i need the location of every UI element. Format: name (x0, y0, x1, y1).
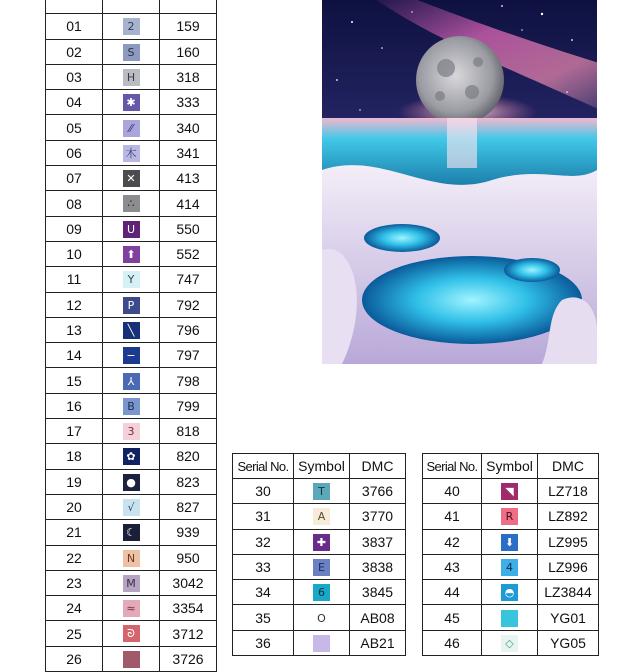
color-legend-table-left (45, 0, 217, 672)
serial-cell: 42 (423, 529, 482, 554)
symbol-cell (103, 292, 160, 317)
symbol-cell (103, 469, 160, 494)
color-swatch: T (313, 483, 330, 500)
color-swatch: 6 (313, 584, 330, 601)
symbol-cell (294, 554, 350, 579)
serial-cell: 05 (46, 115, 103, 140)
header-serial: Serial No. (233, 454, 294, 479)
header-symbol: Symbol (294, 454, 350, 479)
table-row (46, 90, 217, 115)
serial-cell: 03 (46, 64, 103, 89)
symbol-cell (103, 115, 160, 140)
table-row (423, 479, 599, 504)
color-swatch: 木 (123, 145, 140, 162)
dmc-cell: 333 (160, 90, 217, 115)
table-row (233, 479, 406, 504)
table-row (46, 317, 217, 342)
symbol-cell (103, 317, 160, 342)
dmc-cell: 414 (160, 191, 217, 216)
dmc-cell: 340 (160, 115, 217, 140)
dmc-cell: 820 (160, 444, 217, 469)
color-swatch: ᘐ (123, 625, 140, 642)
dmc-cell: YG05 (538, 630, 599, 655)
color-swatch: 2 (123, 18, 140, 35)
symbol-cell (103, 520, 160, 545)
table-row (46, 292, 217, 317)
serial-cell: 43 (423, 554, 482, 579)
dmc-cell: 939 (160, 520, 217, 545)
symbol-cell (103, 368, 160, 393)
symbol-cell (103, 64, 160, 89)
color-swatch: ∴ (123, 195, 140, 212)
symbol-cell (103, 0, 160, 14)
color-swatch: ✱ (123, 94, 140, 111)
serial-cell: 24 (46, 596, 103, 621)
table-row (423, 554, 599, 579)
symbol-cell (294, 479, 350, 504)
symbol-cell (482, 479, 538, 504)
table-row (46, 621, 217, 646)
serial-cell: 35 (233, 605, 294, 630)
serial-cell: 11 (46, 267, 103, 292)
serial-cell: 10 (46, 241, 103, 266)
color-swatch: ◓ (501, 584, 518, 601)
dmc-cell: 818 (160, 419, 217, 444)
color-swatch: ≈ (123, 600, 140, 617)
serial-cell: 21 (46, 520, 103, 545)
dmc-cell: 792 (160, 292, 217, 317)
symbol-cell (482, 504, 538, 529)
symbol-cell (103, 241, 160, 266)
table-row (46, 469, 217, 494)
symbol-cell (103, 570, 160, 595)
table-row (46, 0, 217, 14)
symbol-cell (482, 630, 538, 655)
serial-cell: 41 (423, 504, 482, 529)
symbol-cell (103, 14, 160, 39)
symbol-cell (482, 580, 538, 605)
serial-cell: 23 (46, 570, 103, 595)
serial-cell: 13 (46, 317, 103, 342)
serial-cell: 17 (46, 419, 103, 444)
color-swatch: R (501, 508, 518, 525)
table-row (233, 580, 406, 605)
table-row (46, 596, 217, 621)
serial-cell: 25 (46, 621, 103, 646)
table-row (233, 529, 406, 554)
symbol-cell (103, 444, 160, 469)
serial-cell: 26 (46, 646, 103, 671)
serial-cell: 33 (233, 554, 294, 579)
serial-cell: 22 (46, 545, 103, 570)
dmc-cell: 3712 (160, 621, 217, 646)
table-row (233, 630, 406, 655)
table-row (46, 14, 217, 39)
table-row (46, 343, 217, 368)
dmc-cell: 550 (160, 216, 217, 241)
table-row (46, 520, 217, 545)
table-row (46, 545, 217, 570)
dmc-cell (160, 0, 217, 14)
color-swatch: − (123, 347, 140, 364)
color-swatch: 3 (123, 423, 140, 440)
dmc-cell: 827 (160, 494, 217, 519)
symbol-cell (103, 545, 160, 570)
symbol-cell (103, 621, 160, 646)
table-row (233, 554, 406, 579)
serial-cell: 15 (46, 368, 103, 393)
table-row (423, 605, 599, 630)
table-row (46, 419, 217, 444)
dmc-cell: 796 (160, 317, 217, 342)
painting-preview (322, 0, 597, 364)
symbol-cell (103, 419, 160, 444)
table-row (233, 605, 406, 630)
table-row (46, 39, 217, 64)
color-swatch: U (123, 221, 140, 238)
symbol-cell (294, 605, 350, 630)
serial-cell: 09 (46, 216, 103, 241)
dmc-cell: 798 (160, 368, 217, 393)
serial-cell: 12 (46, 292, 103, 317)
serial-cell: 45 (423, 605, 482, 630)
serial-cell: 40 (423, 479, 482, 504)
color-swatch (123, 651, 140, 668)
dmc-cell: LZ996 (538, 554, 599, 579)
dmc-cell: 341 (160, 140, 217, 165)
table-row (46, 393, 217, 418)
color-legend-table-right (422, 453, 599, 656)
dmc-cell: 552 (160, 241, 217, 266)
header-dmc: DMC (350, 454, 406, 479)
dmc-cell: AB08 (350, 605, 406, 630)
dmc-cell: 160 (160, 39, 217, 64)
table-row (46, 115, 217, 140)
serial-cell: 02 (46, 39, 103, 64)
header-serial: Serial No. (423, 454, 482, 479)
color-swatch: ● (123, 474, 140, 491)
header-dmc: DMC (538, 454, 599, 479)
symbol-cell (103, 646, 160, 671)
symbol-cell (294, 504, 350, 529)
dmc-cell: 747 (160, 267, 217, 292)
symbol-cell (482, 605, 538, 630)
serial-cell: 36 (233, 630, 294, 655)
symbol-cell (103, 191, 160, 216)
color-swatch: H (123, 69, 140, 86)
table-row (46, 64, 217, 89)
dmc-cell: 3354 (160, 596, 217, 621)
color-swatch: ☾ (123, 524, 140, 541)
color-swatch: ◥ (501, 483, 518, 500)
color-swatch (123, 0, 140, 10)
color-swatch (501, 610, 518, 627)
dmc-cell: LZ3844 (538, 580, 599, 605)
serial-cell: 18 (46, 444, 103, 469)
table-row (46, 494, 217, 519)
color-swatch: E (313, 559, 330, 576)
symbol-cell (103, 216, 160, 241)
dmc-cell: 3770 (350, 504, 406, 529)
color-swatch: ✚ (313, 534, 330, 551)
symbol-cell (103, 140, 160, 165)
symbol-cell (294, 580, 350, 605)
table-row (46, 646, 217, 671)
color-swatch: O (317, 611, 326, 625)
symbol-cell (103, 343, 160, 368)
serial-cell: 04 (46, 90, 103, 115)
symbol-cell (482, 529, 538, 554)
header-symbol: Symbol (482, 454, 538, 479)
color-swatch: B (123, 398, 140, 415)
dmc-cell: 3845 (350, 580, 406, 605)
table-row (233, 504, 406, 529)
serial-cell: 19 (46, 469, 103, 494)
color-swatch: M (123, 575, 140, 592)
symbol-cell (294, 529, 350, 554)
dmc-cell: 799 (160, 393, 217, 418)
color-swatch: 4 (501, 559, 518, 576)
serial-cell (46, 0, 103, 14)
symbol-cell (103, 267, 160, 292)
dmc-cell: 950 (160, 545, 217, 570)
color-swatch: ⅄ (123, 373, 140, 390)
symbol-cell (103, 393, 160, 418)
color-swatch: ◇ (501, 635, 518, 652)
serial-cell: 20 (46, 494, 103, 519)
table-row (46, 368, 217, 393)
dmc-cell: YG01 (538, 605, 599, 630)
table-row (46, 570, 217, 595)
color-swatch: A (313, 508, 330, 525)
color-legend-table-middle (232, 453, 406, 656)
dmc-cell: LZ718 (538, 479, 599, 504)
color-swatch: ⬆ (123, 246, 140, 263)
table-row (46, 166, 217, 191)
dmc-cell: 3766 (350, 479, 406, 504)
dmc-cell: 3726 (160, 646, 217, 671)
serial-cell: 31 (233, 504, 294, 529)
dmc-cell: 3042 (160, 570, 217, 595)
color-swatch: S (123, 44, 140, 61)
symbol-cell (103, 494, 160, 519)
color-swatch: ✿ (123, 448, 140, 465)
symbol-cell (103, 166, 160, 191)
serial-cell: 14 (46, 343, 103, 368)
table-row (46, 267, 217, 292)
serial-cell: 30 (233, 479, 294, 504)
dmc-cell: 797 (160, 343, 217, 368)
symbol-cell (103, 90, 160, 115)
table-row (46, 444, 217, 469)
color-swatch: ⁄⁄ (123, 120, 140, 137)
color-swatch: ⬇ (501, 534, 518, 551)
table-row (423, 504, 599, 529)
dmc-cell: 823 (160, 469, 217, 494)
color-swatch (313, 635, 330, 652)
table-row (423, 580, 599, 605)
serial-cell: 07 (46, 166, 103, 191)
color-swatch: √ (123, 499, 140, 516)
serial-cell: 01 (46, 14, 103, 39)
table-row (46, 216, 217, 241)
color-swatch: N (123, 550, 140, 567)
table-row (46, 241, 217, 266)
serial-cell: 46 (423, 630, 482, 655)
dmc-cell: 413 (160, 166, 217, 191)
serial-cell: 34 (233, 580, 294, 605)
dmc-cell: 318 (160, 64, 217, 89)
color-swatch: P (123, 297, 140, 314)
dmc-cell: 159 (160, 14, 217, 39)
serial-cell: 08 (46, 191, 103, 216)
symbol-cell (294, 630, 350, 655)
symbol-cell (103, 39, 160, 64)
table-row (46, 191, 217, 216)
serial-cell: 16 (46, 393, 103, 418)
table-row (423, 529, 599, 554)
symbol-cell (482, 554, 538, 579)
table-row (46, 140, 217, 165)
dmc-cell: 3838 (350, 554, 406, 579)
serial-cell: 06 (46, 140, 103, 165)
symbol-cell (103, 596, 160, 621)
serial-cell: 44 (423, 580, 482, 605)
dmc-cell: LZ892 (538, 504, 599, 529)
serial-cell: 32 (233, 529, 294, 554)
color-swatch: ╲ (123, 322, 140, 339)
dmc-cell: LZ995 (538, 529, 599, 554)
table-row (423, 630, 599, 655)
color-swatch: ✕ (123, 170, 140, 187)
dmc-cell: 3837 (350, 529, 406, 554)
dmc-cell: AB21 (350, 630, 406, 655)
color-swatch: Y (123, 271, 140, 288)
